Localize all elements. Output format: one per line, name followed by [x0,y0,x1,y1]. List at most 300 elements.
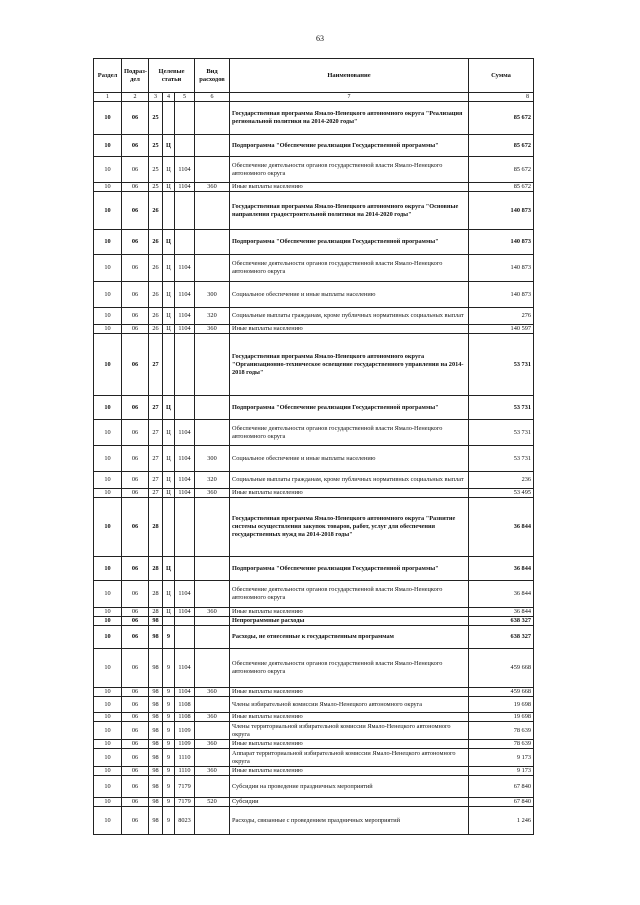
cell-statya-b: Ц [163,255,175,282]
cell-naimenovanie: Иные выплаты населению [230,713,469,722]
cell-naimenovanie: Непрограммные расходы [230,617,469,626]
cell-vid-rashodov [195,649,230,688]
cell-statya-b: Ц [163,581,175,608]
cell-vid-rashodov [195,102,230,135]
cell-vid-rashodov: 360 [195,740,230,749]
cell-statya-c: 1109 [175,722,195,740]
cell-statya-a: 27 [149,420,163,446]
cell-vid-rashodov [195,255,230,282]
cell-summa: 140 597 [469,325,534,334]
cell-statya-a: 98 [149,617,163,626]
cell-vid-rashodov [195,697,230,713]
cell-statya-a: 98 [149,807,163,835]
cell-vid-rashodov: 360 [195,713,230,722]
cell-statya-b: Ц [163,420,175,446]
cell-summa: 85 672 [469,183,534,192]
cell-statya-a: 25 [149,183,163,192]
cell-statya-b: Ц [163,308,175,325]
cell-naimenovanie: Социальное обеспечение и иные выплаты населению [230,282,469,308]
cell-statya-c: 1104 [175,472,195,489]
cell-statya-c: 1104 [175,282,195,308]
cell-summa: 36 844 [469,557,534,581]
cell-statya-b: 9 [163,688,175,697]
cell-vid-rashodov [195,135,230,157]
cell-statya-b: Ц [163,325,175,334]
table-row [94,749,534,767]
cell-statya-a: 98 [149,798,163,807]
cell-statya-b: 9 [163,713,175,722]
cell-statya-b: Ц [163,557,175,581]
table-row [94,157,534,183]
cell-summa: 140 873 [469,230,534,255]
cell-summa: 140 873 [469,282,534,308]
table-row [94,255,534,282]
cell-statya-c: 1104 [175,255,195,282]
cell-statya-c: 1110 [175,767,195,776]
cell-podrazdel: 06 [122,498,149,557]
cell-statya-a: 28 [149,581,163,608]
cell-statya-b: 9 [163,626,175,649]
column-number: 4 [163,93,175,102]
cell-statya-a: 27 [149,334,163,396]
cell-podrazdel: 06 [122,446,149,472]
table-row [94,420,534,446]
table-row [94,230,534,255]
cell-podrazdel: 06 [122,255,149,282]
cell-podrazdel: 06 [122,688,149,697]
cell-statya-a: 26 [149,325,163,334]
cell-podrazdel: 06 [122,192,149,230]
cell-vid-rashodov: 300 [195,446,230,472]
cell-razdel: 10 [94,446,122,472]
cell-razdel: 10 [94,230,122,255]
cell-naimenovanie: Подпрограмма "Обеспечение реализации Государственной программы" [230,557,469,581]
cell-naimenovanie: Иные выплаты населению [230,767,469,776]
cell-summa: 67 840 [469,776,534,798]
cell-statya-c: 1104 [175,308,195,325]
cell-razdel: 10 [94,713,122,722]
cell-podrazdel: 06 [122,617,149,626]
table-row [94,183,534,192]
cell-statya-b [163,334,175,396]
cell-statya-c [175,230,195,255]
cell-vid-rashodov: 360 [195,688,230,697]
cell-vid-rashodov [195,420,230,446]
cell-statya-b: Ц [163,157,175,183]
cell-naimenovanie: Обеспечение деятельности органов государственной власти Ямало-Ненецкого автономного округа [230,420,469,446]
cell-statya-a: 28 [149,498,163,557]
table-row [94,617,534,626]
cell-naimenovanie: Члены избирательной комиссии Ямало-Ненецкого автономного округа [230,697,469,713]
cell-statya-c [175,334,195,396]
cell-statya-a: 25 [149,135,163,157]
cell-naimenovanie: Аппарат территориальной избирательной комиссии Ямало-Ненецкого автономного округа [230,749,469,767]
cell-podrazdel: 06 [122,626,149,649]
cell-statya-b [163,192,175,230]
cell-statya-a: 28 [149,608,163,617]
cell-razdel: 10 [94,135,122,157]
cell-razdel: 10 [94,192,122,230]
cell-naimenovanie: Субсидии [230,798,469,807]
cell-statya-a: 98 [149,767,163,776]
cell-statya-a: 98 [149,749,163,767]
cell-summa: 85 672 [469,102,534,135]
cell-razdel: 10 [94,749,122,767]
page-number: 63 [316,34,324,43]
cell-summa: 67 840 [469,798,534,807]
column-number-row [94,93,534,102]
cell-statya-b: Ц [163,135,175,157]
cell-razdel: 10 [94,489,122,498]
cell-statya-c: 1104 [175,157,195,183]
cell-podrazdel: 06 [122,798,149,807]
cell-naimenovanie: Социальные выплаты гражданам, кроме публичных нормативных социальных выплат [230,308,469,325]
cell-razdel: 10 [94,740,122,749]
table-row [94,608,534,617]
cell-podrazdel: 06 [122,396,149,420]
cell-statya-a: 98 [149,740,163,749]
cell-razdel: 10 [94,498,122,557]
cell-razdel: 10 [94,649,122,688]
cell-statya-a: 27 [149,472,163,489]
table-row [94,740,534,749]
cell-podrazdel: 06 [122,489,149,498]
cell-naimenovanie: Государственная программа Ямало-Ненецкого автономного округа "Организационно-техническое освещение государственного управления на 2014-2018 годы" [230,334,469,396]
cell-vid-rashodov: 360 [195,325,230,334]
cell-podrazdel: 06 [122,697,149,713]
cell-statya-b: 9 [163,767,175,776]
cell-statya-c: 1104 [175,608,195,617]
cell-naimenovanie: Иные выплаты населению [230,489,469,498]
cell-naimenovanie: Расходы, связанные с проведением праздничных мероприятий [230,807,469,835]
cell-summa: 53 731 [469,396,534,420]
cell-vid-rashodov [195,776,230,798]
cell-naimenovanie: Государственная программа Ямало-Ненецкого автономного округа "Развитие системы осуществления закупок товаров, работ, услуг для обеспечения государственных нужд на 2014-2018 годы" [230,498,469,557]
column-number: 6 [195,93,230,102]
cell-summa: 140 873 [469,192,534,230]
cell-vid-rashodov [195,807,230,835]
cell-podrazdel: 06 [122,776,149,798]
cell-razdel: 10 [94,608,122,617]
table-row [94,498,534,557]
cell-vid-rashodov: 520 [195,798,230,807]
cell-statya-c: 1108 [175,697,195,713]
cell-naimenovanie: Члены территориальной избирательной комиссии Ямало-Ненецкого автономного округа [230,722,469,740]
cell-statya-c [175,626,195,649]
cell-vid-rashodov [195,617,230,626]
cell-vid-rashodov [195,557,230,581]
cell-summa: 9 173 [469,749,534,767]
header-summa: Сумма [469,59,534,93]
cell-podrazdel: 06 [122,722,149,740]
cell-statya-c: 1104 [175,489,195,498]
cell-razdel: 10 [94,325,122,334]
cell-statya-a: 98 [149,713,163,722]
cell-naimenovanie: Подпрограмма "Обеспечение реализации Государственной программы" [230,135,469,157]
table-row [94,557,534,581]
cell-vid-rashodov: 360 [195,183,230,192]
cell-razdel: 10 [94,626,122,649]
cell-statya-a: 98 [149,697,163,713]
cell-naimenovanie: Расходы, не отнесенные к государственным программам [230,626,469,649]
cell-statya-b [163,102,175,135]
cell-statya-b [163,617,175,626]
cell-statya-a: 25 [149,157,163,183]
cell-statya-a: 27 [149,396,163,420]
cell-statya-c [175,192,195,230]
cell-summa: 459 668 [469,649,534,688]
cell-summa: 53 731 [469,420,534,446]
cell-summa: 236 [469,472,534,489]
cell-razdel: 10 [94,420,122,446]
cell-statya-a: 26 [149,282,163,308]
header-vid-rashodov: Вид расходов [195,59,230,93]
cell-statya-b: 9 [163,649,175,688]
cell-vid-rashodov [195,498,230,557]
cell-statya-c: 1109 [175,740,195,749]
cell-summa: 53 731 [469,334,534,396]
cell-razdel: 10 [94,308,122,325]
column-number: 3 [149,93,163,102]
header-podrazdel: Подраз-дел [122,59,149,93]
cell-vid-rashodov [195,722,230,740]
table-row [94,102,534,135]
cell-vid-rashodov: 320 [195,308,230,325]
table-row [94,282,534,308]
cell-naimenovanie: Подпрограмма "Обеспечение реализации Государственной программы" [230,230,469,255]
cell-summa: 638 327 [469,617,534,626]
cell-statya-c [175,396,195,420]
cell-summa: 459 668 [469,688,534,697]
cell-naimenovanie: Обеспечение деятельности органов государственной власти Ямало-Ненецкого автономного округа [230,649,469,688]
cell-summa: 19 698 [469,697,534,713]
cell-statya-c: 1108 [175,713,195,722]
cell-naimenovanie: Обеспечение деятельности органов государственной власти Ямало-Ненецкого автономного округа [230,581,469,608]
cell-summa: 1 246 [469,807,534,835]
table-row [94,697,534,713]
cell-vid-rashodov: 300 [195,282,230,308]
cell-statya-a: 98 [149,626,163,649]
cell-statya-a: 98 [149,776,163,798]
cell-razdel: 10 [94,767,122,776]
cell-vid-rashodov [195,157,230,183]
cell-razdel: 10 [94,183,122,192]
table-row [94,325,534,334]
cell-naimenovanie: Обеспечение деятельности органов государственной власти Ямало-Ненецкого автономного округа [230,255,469,282]
cell-statya-c: 1104 [175,183,195,192]
cell-summa: 53 495 [469,489,534,498]
cell-razdel: 10 [94,688,122,697]
cell-statya-a: 28 [149,557,163,581]
cell-podrazdel: 06 [122,135,149,157]
cell-naimenovanie: Государственная программа Ямало-Ненецкого автономного округа "Основные направления градостроительной политики на 2014-2020 годы" [230,192,469,230]
cell-podrazdel: 06 [122,649,149,688]
table-row [94,649,534,688]
cell-statya-b: 9 [163,807,175,835]
cell-razdel: 10 [94,102,122,135]
cell-podrazdel: 06 [122,157,149,183]
cell-naimenovanie: Социальное обеспечение и иные выплаты населению [230,446,469,472]
cell-razdel: 10 [94,776,122,798]
cell-razdel: 10 [94,722,122,740]
cell-statya-c: 1104 [175,688,195,697]
table-row [94,135,534,157]
cell-razdel: 10 [94,581,122,608]
cell-razdel: 10 [94,807,122,835]
cell-statya-b: Ц [163,608,175,617]
cell-statya-b: Ц [163,472,175,489]
cell-statya-b: Ц [163,489,175,498]
cell-statya-b: 9 [163,798,175,807]
cell-naimenovanie: Социальные выплаты гражданам, кроме публичных нормативных социальных выплат [230,472,469,489]
cell-summa: 36 844 [469,608,534,617]
cell-summa: 78 639 [469,740,534,749]
cell-summa: 36 844 [469,581,534,608]
column-number: 2 [122,93,149,102]
cell-statya-b [163,498,175,557]
cell-podrazdel: 06 [122,102,149,135]
cell-podrazdel: 06 [122,183,149,192]
cell-statya-c [175,135,195,157]
cell-vid-rashodov [195,192,230,230]
table-row [94,688,534,697]
cell-statya-a: 27 [149,446,163,472]
cell-statya-b: Ц [163,282,175,308]
column-number: 1 [94,93,122,102]
cell-statya-b: Ц [163,396,175,420]
cell-summa: 78 639 [469,722,534,740]
cell-statya-b: Ц [163,446,175,472]
cell-statya-c [175,102,195,135]
cell-podrazdel: 06 [122,282,149,308]
cell-statya-b: 9 [163,722,175,740]
table-row [94,626,534,649]
header-row [94,59,534,93]
cell-podrazdel: 06 [122,308,149,325]
cell-razdel: 10 [94,557,122,581]
cell-naimenovanie: Иные выплаты населению [230,740,469,749]
cell-naimenovanie: Иные выплаты населению [230,688,469,697]
cell-vid-rashodov: 320 [195,472,230,489]
cell-statya-c: 1104 [175,581,195,608]
cell-statya-c [175,557,195,581]
table-row [94,472,534,489]
cell-statya-c: 7179 [175,776,195,798]
cell-vid-rashodov: 360 [195,608,230,617]
cell-statya-c: 1104 [175,325,195,334]
cell-razdel: 10 [94,334,122,396]
cell-statya-a: 26 [149,308,163,325]
cell-vid-rashodov: 360 [195,767,230,776]
cell-statya-a: 98 [149,722,163,740]
budget-table [93,58,534,835]
cell-podrazdel: 06 [122,325,149,334]
column-number: 7 [230,93,469,102]
cell-podrazdel: 06 [122,420,149,446]
cell-naimenovanie: Иные выплаты населению [230,325,469,334]
cell-summa: 638 327 [469,626,534,649]
table-body [94,102,534,835]
cell-statya-a: 98 [149,688,163,697]
cell-naimenovanie: Иные выплаты населению [230,183,469,192]
cell-statya-c: 1104 [175,446,195,472]
cell-podrazdel: 06 [122,740,149,749]
table-row [94,722,534,740]
cell-statya-b: 9 [163,697,175,713]
cell-statya-a: 26 [149,230,163,255]
table-row [94,396,534,420]
cell-summa: 85 672 [469,157,534,183]
cell-razdel: 10 [94,697,122,713]
table-row [94,334,534,396]
cell-summa: 9 173 [469,767,534,776]
cell-statya-c: 1104 [175,649,195,688]
cell-statya-a: 26 [149,255,163,282]
header-razdel: Раздел [94,59,122,93]
cell-statya-b: Ц [163,183,175,192]
column-number: 5 [175,93,195,102]
cell-podrazdel: 06 [122,807,149,835]
cell-vid-rashodov: 360 [195,489,230,498]
cell-podrazdel: 06 [122,581,149,608]
table-row [94,489,534,498]
table-row [94,776,534,798]
cell-naimenovanie: Обеспечение деятельности органов государственной власти Ямало-Ненецкого автономного округа [230,157,469,183]
cell-podrazdel: 06 [122,230,149,255]
header-naimenovanie: Наименование [230,59,469,93]
table-row [94,192,534,230]
cell-statya-b: Ц [163,230,175,255]
table-row [94,713,534,722]
cell-vid-rashodov [195,626,230,649]
cell-statya-a: 27 [149,489,163,498]
cell-statya-a: 98 [149,649,163,688]
header-celevye-stati: Целевые статьи [149,59,195,93]
cell-summa: 140 873 [469,255,534,282]
cell-podrazdel: 06 [122,713,149,722]
cell-podrazdel: 06 [122,472,149,489]
cell-vid-rashodov [195,230,230,255]
cell-summa: 36 844 [469,498,534,557]
cell-statya-a: 26 [149,192,163,230]
cell-podrazdel: 06 [122,608,149,617]
cell-summa: 53 731 [469,446,534,472]
cell-razdel: 10 [94,617,122,626]
cell-razdel: 10 [94,255,122,282]
cell-summa: 276 [469,308,534,325]
column-number: 8 [469,93,534,102]
cell-vid-rashodov [195,749,230,767]
cell-razdel: 10 [94,157,122,183]
cell-naimenovanie: Государственная программа Ямало-Ненецкого автономного округа "Реализация региональной политики на 2014-2020 годы" [230,102,469,135]
cell-summa: 19 698 [469,713,534,722]
cell-statya-b: 9 [163,776,175,798]
cell-statya-b: 9 [163,749,175,767]
cell-vid-rashodov [195,334,230,396]
table-row [94,581,534,608]
cell-razdel: 10 [94,472,122,489]
cell-statya-c: 1104 [175,420,195,446]
cell-vid-rashodov [195,581,230,608]
cell-statya-c [175,498,195,557]
cell-razdel: 10 [94,282,122,308]
cell-statya-c: 8023 [175,807,195,835]
table-row [94,446,534,472]
cell-statya-b: 9 [163,740,175,749]
cell-razdel: 10 [94,798,122,807]
cell-podrazdel: 06 [122,767,149,776]
cell-statya-a: 25 [149,102,163,135]
